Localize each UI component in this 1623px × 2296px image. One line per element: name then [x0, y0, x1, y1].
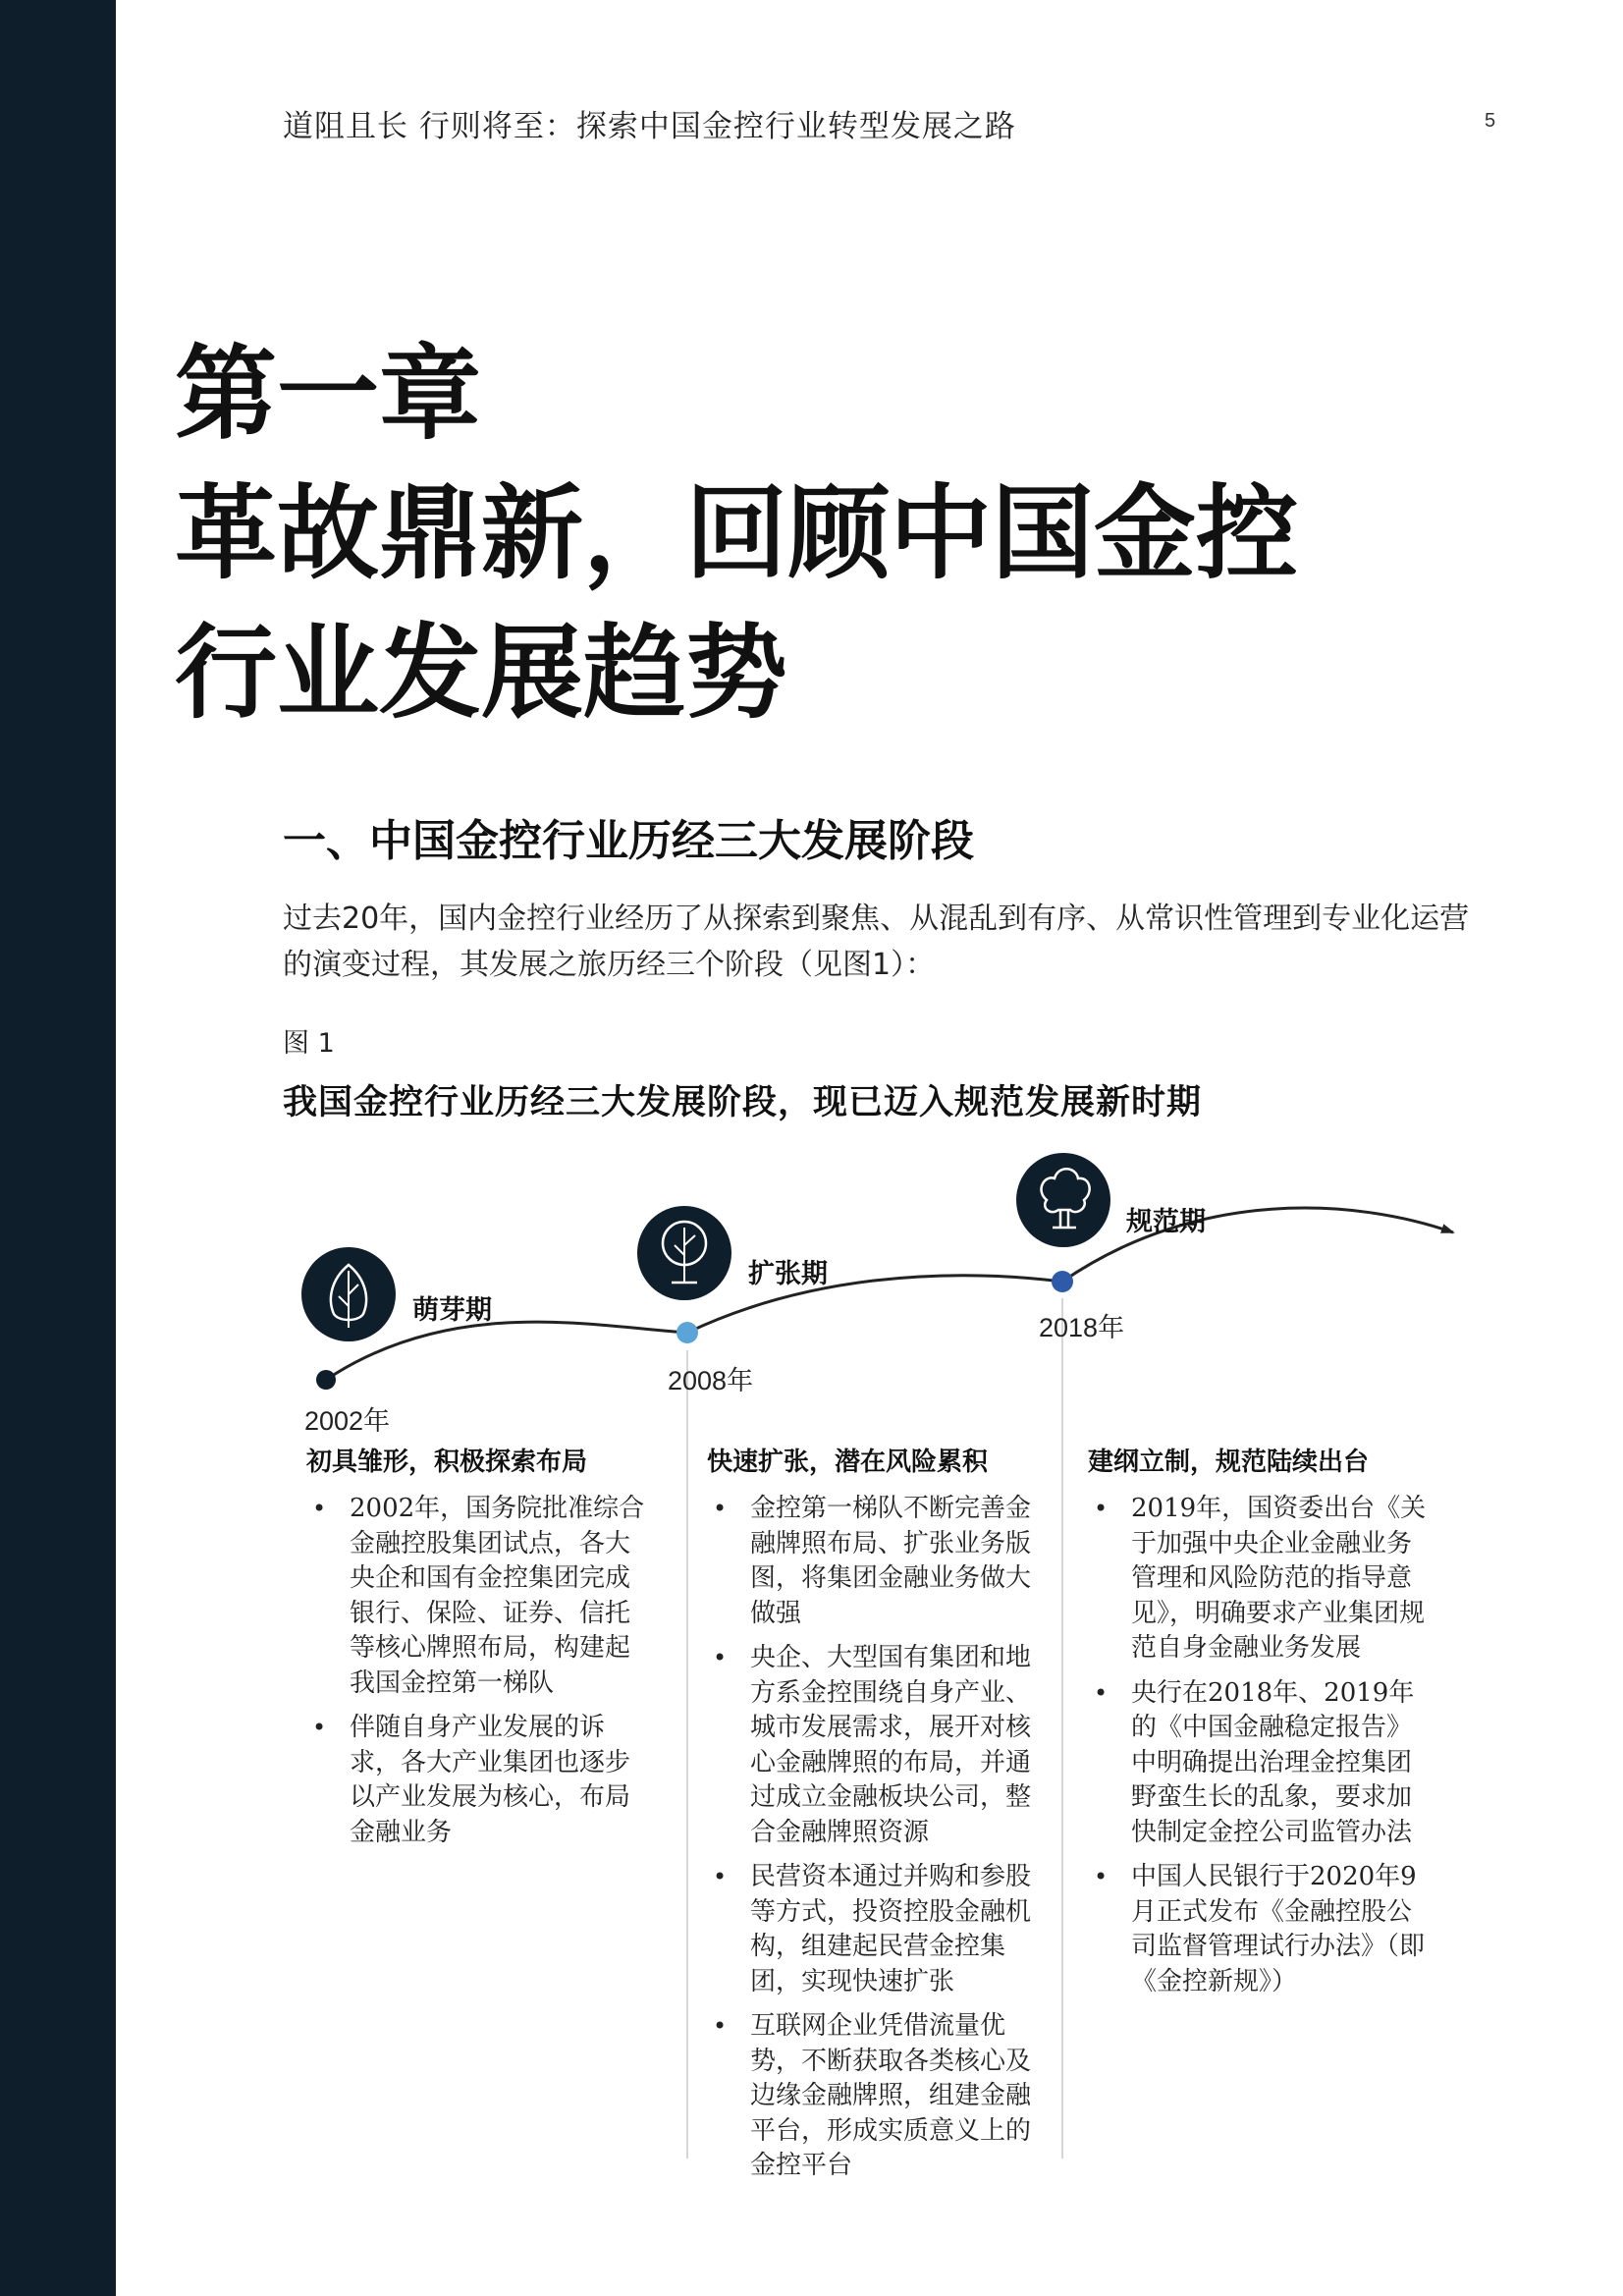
- list-item: • 2019年，国资委出台《关于加强中央企业金融业务管理和风险防范的指导意见》，明确要求产业集团规范自身金融业务发展: [1088, 1492, 1432, 1667]
- list-item: • 央企、大型国有集团和地方系金控围绕自身产业、城市发展需求，展开对核心金融牌照的布局，并通过成立金融板块公司，整合金融牌照资源: [707, 1641, 1051, 1850]
- stage-heading: 建纲立制，规范陆续出台: [1088, 1448, 1370, 1477]
- tree-icon: [1016, 1153, 1110, 1247]
- chapter-title-line-2: 革故鼎新，回顾中国金控: [175, 472, 1299, 593]
- timeline-dot-2002: [316, 1370, 336, 1390]
- list-item: • 金控第一梯队不断完善金融牌照布局、扩张业务版图，将集团金融业务做大做强: [707, 1492, 1051, 1631]
- stage-heading: 快速扩张，潜在风险累积: [707, 1448, 989, 1477]
- figure-label: 图 1: [283, 1028, 335, 1059]
- year-2008: 2008年: [668, 1366, 754, 1395]
- stage-column-sprout: [306, 1442, 650, 1860]
- list-item: • 互联网企业凭借流量优势，不断获取各类核心及边缘金融牌照，组建金融平台，形成实质意义上的金控平台: [707, 2009, 1051, 2184]
- list-item: • 2002年，国务院批准综合金融控股集团试点，各大央企和国有金控集团完成银行、保险、证券、信托等核心牌照布局，构建起我国金控第一梯队: [306, 1492, 650, 1701]
- stage-bullet-list: [707, 1492, 1051, 2184]
- sapling-icon: [637, 1206, 731, 1300]
- chapter-title-line-3: 行业发展趋势: [175, 612, 788, 733]
- stage-label-regulation: 规范期: [1126, 1207, 1206, 1237]
- figure-title: 我国金控行业历经三大发展阶段，现已迈入规范发展新时期: [283, 1082, 1203, 1122]
- section-heading: 一、中国金控行业历经三大发展阶段: [283, 816, 974, 866]
- year-2018: 2018年: [1039, 1313, 1125, 1342]
- stage-column-expansion: [707, 1442, 1051, 2194]
- stage-column-regulation: [1088, 1442, 1432, 2009]
- stage-bullet-list: [306, 1492, 650, 1850]
- stage-heading: 初具雏形，积极探索布局: [306, 1448, 588, 1477]
- list-item: • 民营资本通过并购和参股等方式，投资控股金融机构，组建起民营金控集团，实现快速扩张: [707, 1860, 1051, 1999]
- timeline-dot-2018: [1052, 1271, 1073, 1292]
- stage-label-sprout: 萌芽期: [412, 1295, 492, 1326]
- year-2002: 2002年: [304, 1406, 391, 1436]
- page-number: 5: [1485, 110, 1496, 132]
- stage-bullet-list: [1088, 1492, 1432, 1999]
- stage-label-expansion: 扩张期: [748, 1259, 828, 1289]
- list-item: • 中国人民银行于2020年9月正式发布《金融控股公司监督管理试行办法》（即《金控新规》）: [1088, 1860, 1432, 1999]
- list-item: • 伴随自身产业发展的诉求，各大产业集团也逐步以产业发展为核心，布局金融业务: [306, 1711, 650, 1850]
- intro-paragraph: 过去20年，国内金控行业经历了从探索到聚焦、从混乱到有序、从常识性管理到专业化运营的演变过程，其发展之旅历经三个阶段（见图1）：: [283, 902, 1470, 982]
- chapter-title-line-1: 第一章: [175, 333, 482, 454]
- list-item: • 央行在2018年、2019年的《中国金融稳定报告》中明确提出治理金控集团野蛮生长的乱象，要求加快制定金控公司监管办法: [1088, 1676, 1432, 1851]
- timeline-dot-2008: [676, 1322, 698, 1343]
- running-header: 道阻且长 行则将至：探索中国金控行业转型发展之路: [283, 109, 1016, 144]
- leaf-icon: [301, 1247, 396, 1341]
- timeline-curve: [326, 1208, 1453, 1380]
